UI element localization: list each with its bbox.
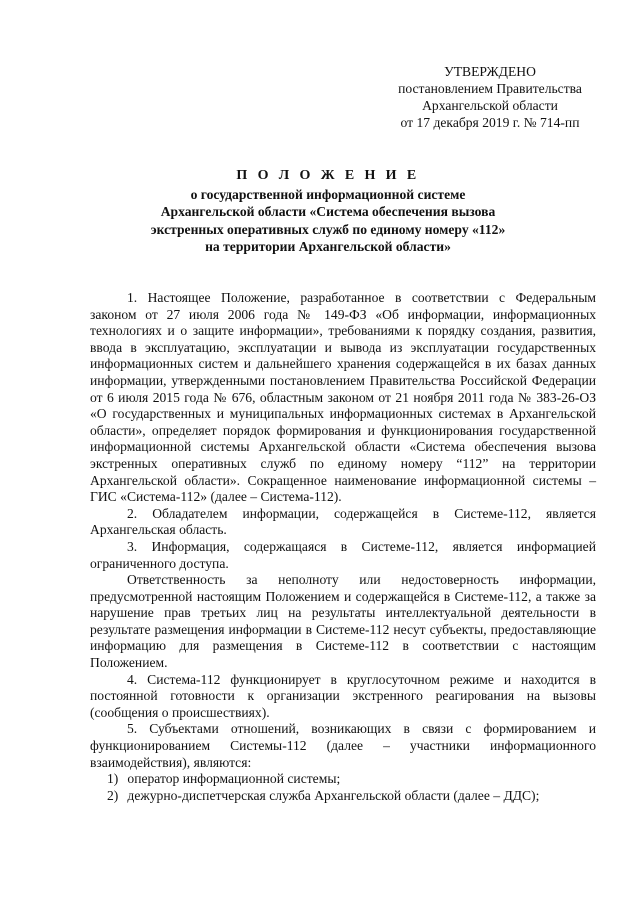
- approval-date-number: от 17 декабря 2019 г. № 714-пп: [400, 115, 580, 130]
- approval-stamp: [340, 63, 640, 131]
- document-body: [90, 290, 596, 804]
- list-item: [90, 771, 596, 788]
- title-line: о государственной информационной системе: [190, 186, 466, 202]
- paragraph-responsibility: Ответственность за неполноту или недостоверность информации, предусмотренной настоящим Положением и содержащейся в Системе-112, а также за нарушение прав третьих лиц на результаты интеллектуальной деятельности в результате размещения информации в Системе-112 несут субъекты, предоставляющие информацию для размещения в Системе-112 в соответствии с настоящим Положением.: [90, 572, 596, 671]
- document-title: [60, 167, 596, 256]
- list-item-number: 2): [107, 787, 119, 803]
- approval-heading: УТВЕРЖДЕНО: [444, 64, 536, 79]
- approval-line: Архангельской области: [422, 98, 558, 113]
- list-item: [90, 788, 596, 805]
- title-line: Архангельской области «Система обеспечения вызова: [160, 204, 496, 219]
- approval-line: постановлением Правительства: [398, 81, 582, 96]
- list-item-text: дежурно-диспетчерская служба Архангельской области (далее – ДДС);: [127, 787, 540, 803]
- paragraph-2: 2. Обладателем информации, содержащейся в Системе-112, является Архангельская область.: [90, 505, 596, 538]
- paragraph-3: 3. Информация, содержащаяся в Системе-112, является информацией ограниченного доступа.: [90, 538, 596, 571]
- list-item-number: 1): [107, 771, 119, 787]
- title-line: экстренных оперативных служб по единому номеру «112»: [150, 221, 506, 237]
- paragraph-4: 4. Система-112 функционирует в круглосуточном режиме и находится в постоянной готовности к организации экстренного реагирования на вызовы (сообщения о происшествиях).: [90, 671, 596, 720]
- title-line: на территории Архангельской области»: [205, 239, 451, 254]
- paragraph-5: 5. Субъектами отношений, возникающих в связи с формированием и функционированием Системы-112 (далее – участники информационного взаимодействия), являются:: [90, 721, 596, 770]
- paragraph-1: 1. Настоящее Положение, разработанное в соответствии с Федеральным законом от 27 июля 2006 года № 149-ФЗ «Об информации, информационных технологиях и о защите информации», требованиями к порядку создания, развития, ввода в эксплуатацию, эксплуатации и вывода из эксплуатации государственных информационных систем и дальнейшего хранения содержащейся в их базах данных информации, утвержденными постановлением Правительства Российской Федерации от 6 июля 2015 года № 676, областным законом от 21 ноября 2011 года № 383-26-ОЗ «О государственных и муниципальных информационных системах в Архангельской области», определяет порядок формирования и функционирования государственной информационной системы Архангельской области «Система обеспечения вызова экстренных оперативных служб по единому номеру “112” на территории Архангельской области». Сокращенное наименование информационной системы – ГИС «Система-112» (далее – Система-112).: [90, 290, 596, 505]
- title-heading: П О Л О Ж Е Н И Е: [236, 168, 420, 183]
- list-item-text: оператор информационной системы;: [127, 771, 341, 787]
